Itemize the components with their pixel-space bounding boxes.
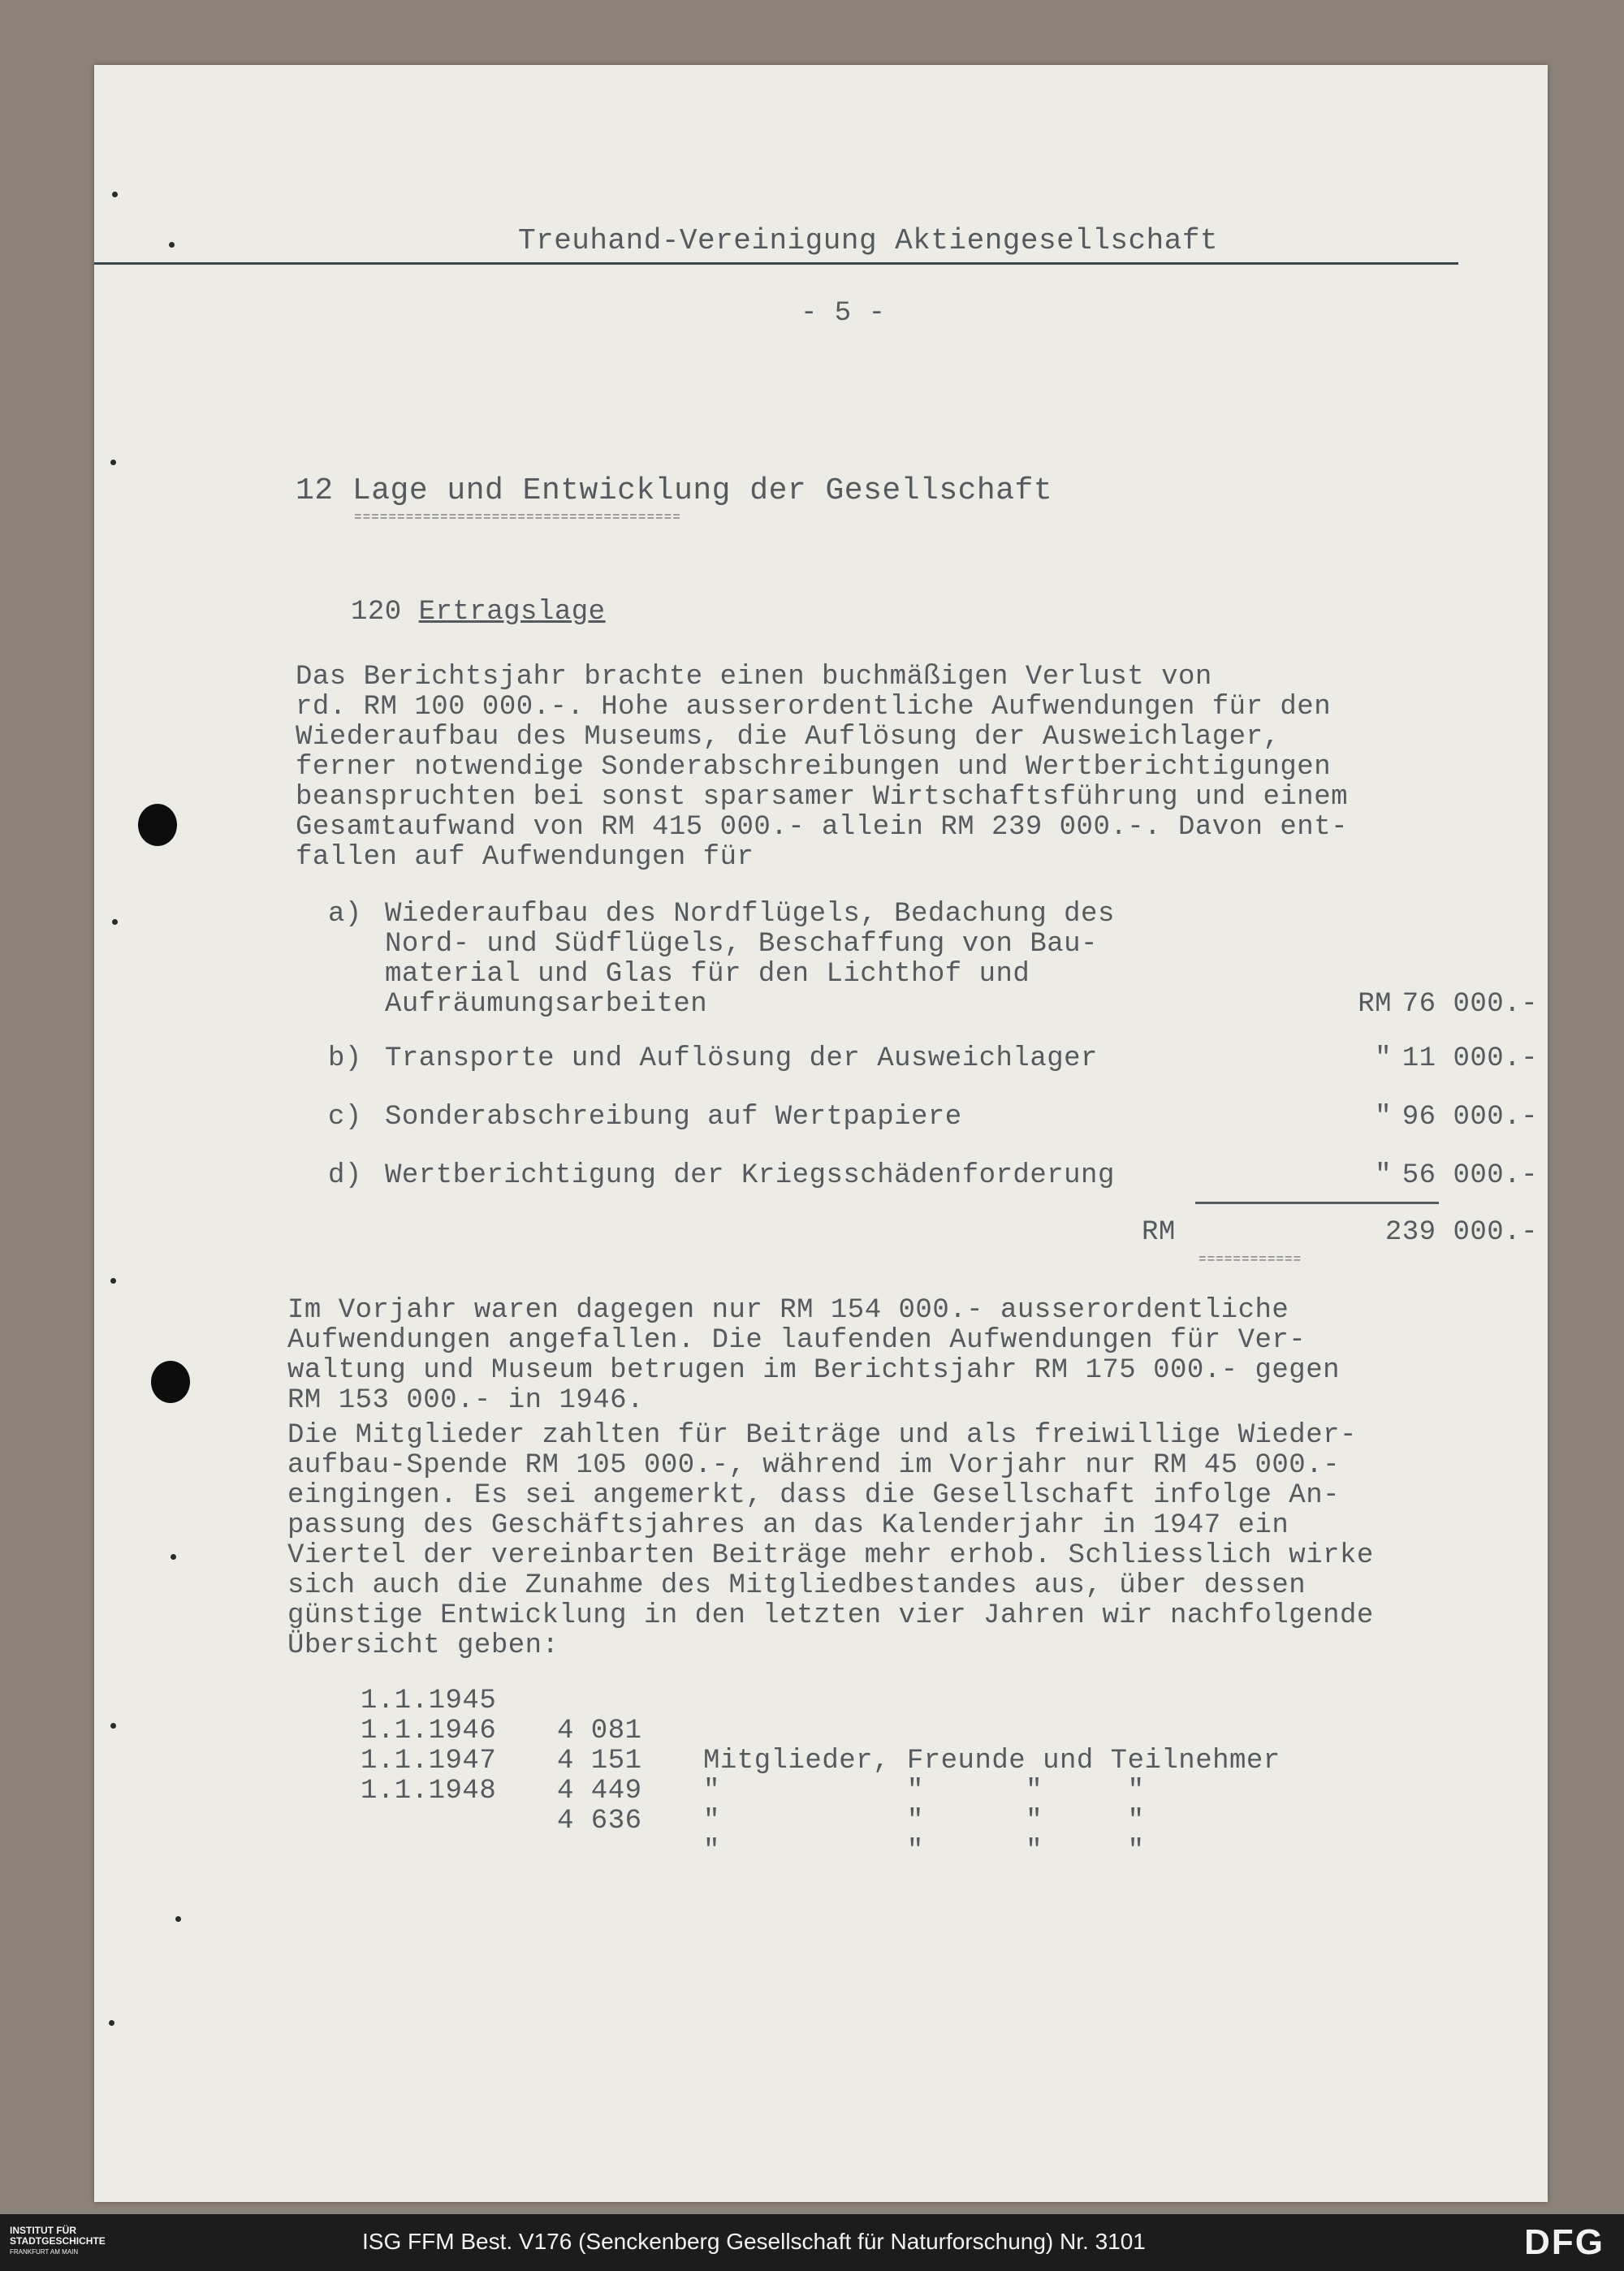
member-label: " " " " bbox=[703, 1836, 1145, 1867]
member-count: 4 081 bbox=[557, 1716, 642, 1746]
item-description: Wertberichtigung der Kriegsschädenforderung bbox=[385, 1160, 1115, 1191]
item-currency: " bbox=[1375, 1043, 1392, 1074]
item-description: Sonderabschreibung auf Wertpapiere bbox=[385, 1102, 962, 1133]
expense-total bbox=[1142, 1218, 1538, 1250]
margin-mark bbox=[112, 919, 118, 925]
total-double-underline: ============ bbox=[1199, 1255, 1302, 1263]
margin-mark bbox=[109, 2020, 114, 2026]
item-amount: 76 000.- bbox=[1402, 989, 1538, 1020]
section-heading: 12 Lage und Entwicklung der Gesellschaft bbox=[296, 473, 1053, 508]
item-letter: c) bbox=[328, 1102, 362, 1133]
margin-mark bbox=[175, 1916, 181, 1922]
document-page bbox=[94, 65, 1548, 2202]
institute-line: FRANKFURT AM MAIN bbox=[10, 2248, 79, 2256]
margin-mark bbox=[110, 1278, 116, 1284]
punch-hole bbox=[138, 804, 177, 846]
item-amount: 56 000.- bbox=[1402, 1160, 1538, 1191]
item-letter: b) bbox=[328, 1043, 362, 1074]
member-label: Mitglieder, Freunde und Teilnehmer bbox=[703, 1746, 1281, 1777]
paragraph: Im Vorjahr waren dagegen nur RM 154 000.- ausserordentliche Aufwendungen angefallen. Die laufenden Aufwendungen für Ver- waltung und Museum betrugen im Berichtsjahr RM 175 000.- gegen RM 153 000.- in 1946. bbox=[287, 1295, 1341, 1416]
item-amount: 96 000.- bbox=[1402, 1102, 1538, 1133]
total-currency: RM bbox=[1142, 1217, 1176, 1248]
sum-rule bbox=[1195, 1202, 1439, 1204]
item-letter: a) bbox=[328, 899, 362, 930]
member-label: " " " " bbox=[703, 1806, 1145, 1837]
dfg-logo: DFG bbox=[1524, 2222, 1605, 2262]
letterhead-rule bbox=[94, 262, 1458, 265]
subsection-heading bbox=[351, 598, 606, 628]
archive-footer bbox=[0, 2214, 1624, 2271]
member-date: 1.1.1946 bbox=[361, 1716, 497, 1746]
paragraph: Das Berichtsjahr brachte einen buchmäßigen Verlust von rd. RM 100 000.-. Hohe ausserordentliche Aufwendungen für den Wiederaufbau des Museums, die Auflösung der Ausweichlager, ferner notwendige Sonderabschreibungen und Wertberichtigungen beanspruchten bei sonst sparsamer Wirtschaftsführung und einem Gesamtaufwand von RM 415 000.- allein RM 239 000.-. Davon ent- fallen auf Aufwendungen für bbox=[296, 662, 1349, 873]
member-label: " " " " bbox=[703, 1776, 1145, 1807]
item-description: Wiederaufbau des Nordflügels, Bedachung des Nord- und Südflügels, Beschaffung von Bau- material und Glas für den Lichthof und Aufräumungsarbeiten bbox=[385, 899, 1115, 1020]
member-count: 4 449 bbox=[557, 1776, 642, 1807]
margin-mark bbox=[171, 1554, 176, 1560]
member-table bbox=[361, 1656, 1281, 1867]
margin-mark bbox=[169, 242, 175, 248]
subsection-title: Ertragslage bbox=[418, 597, 606, 628]
total-amount: 239 000.- bbox=[1384, 1217, 1538, 1248]
institute-line: INSTITUT FÜR bbox=[10, 2225, 76, 2236]
item-letter: d) bbox=[328, 1160, 362, 1191]
margin-mark bbox=[112, 192, 118, 197]
punch-hole bbox=[151, 1361, 190, 1403]
margin-mark bbox=[110, 460, 116, 465]
member-date: 1.1.1947 bbox=[361, 1746, 497, 1777]
item-currency: RM bbox=[1358, 989, 1392, 1020]
subsection-number: 120 bbox=[351, 597, 402, 628]
institute-logo bbox=[10, 2226, 106, 2257]
item-currency: " bbox=[1375, 1160, 1392, 1191]
member-count: 4 636 bbox=[557, 1806, 642, 1837]
item-description: Transporte und Auflösung der Ausweichlager bbox=[385, 1043, 1098, 1074]
letterhead-title: Treuhand-Vereinigung Aktiengesellschaft bbox=[518, 224, 1219, 257]
item-amount: 11 000.- bbox=[1402, 1043, 1538, 1074]
page-number: - 5 - bbox=[801, 298, 886, 329]
margin-mark bbox=[110, 1723, 116, 1729]
member-count: 4 151 bbox=[557, 1746, 642, 1777]
section-double-underline: ====================================== bbox=[354, 513, 681, 521]
member-date: 1.1.1945 bbox=[361, 1686, 497, 1716]
paragraph: Die Mitglieder zahlten für Beiträge und als freiwillige Wieder- aufbau-Spende RM 105 000.-, während im Vorjahr nur RM 45 000.- eingingen. Es sei angemerkt, dass die Gesellschaft infolge An- passung des Geschäftsjahres an das Kalenderjahr in 1947 ein Viertel der vereinbarten Beiträge mehr erhob. Schliesslich wirke sich auch die Zunahme des Mitgliedbestandes aus, über dessen günstige Entwicklung in den letzten vier Jahren wir nachfolgende Übersicht geben: bbox=[287, 1420, 1374, 1661]
item-currency: " bbox=[1375, 1102, 1392, 1133]
archive-reference: ISG FFM Best. V176 (Senckenberg Gesellschaft für Naturforschung) Nr. 3101 bbox=[362, 2229, 1146, 2254]
institute-line: STADTGESCHICHTE bbox=[10, 2235, 106, 2247]
member-date: 1.1.1948 bbox=[361, 1776, 497, 1807]
